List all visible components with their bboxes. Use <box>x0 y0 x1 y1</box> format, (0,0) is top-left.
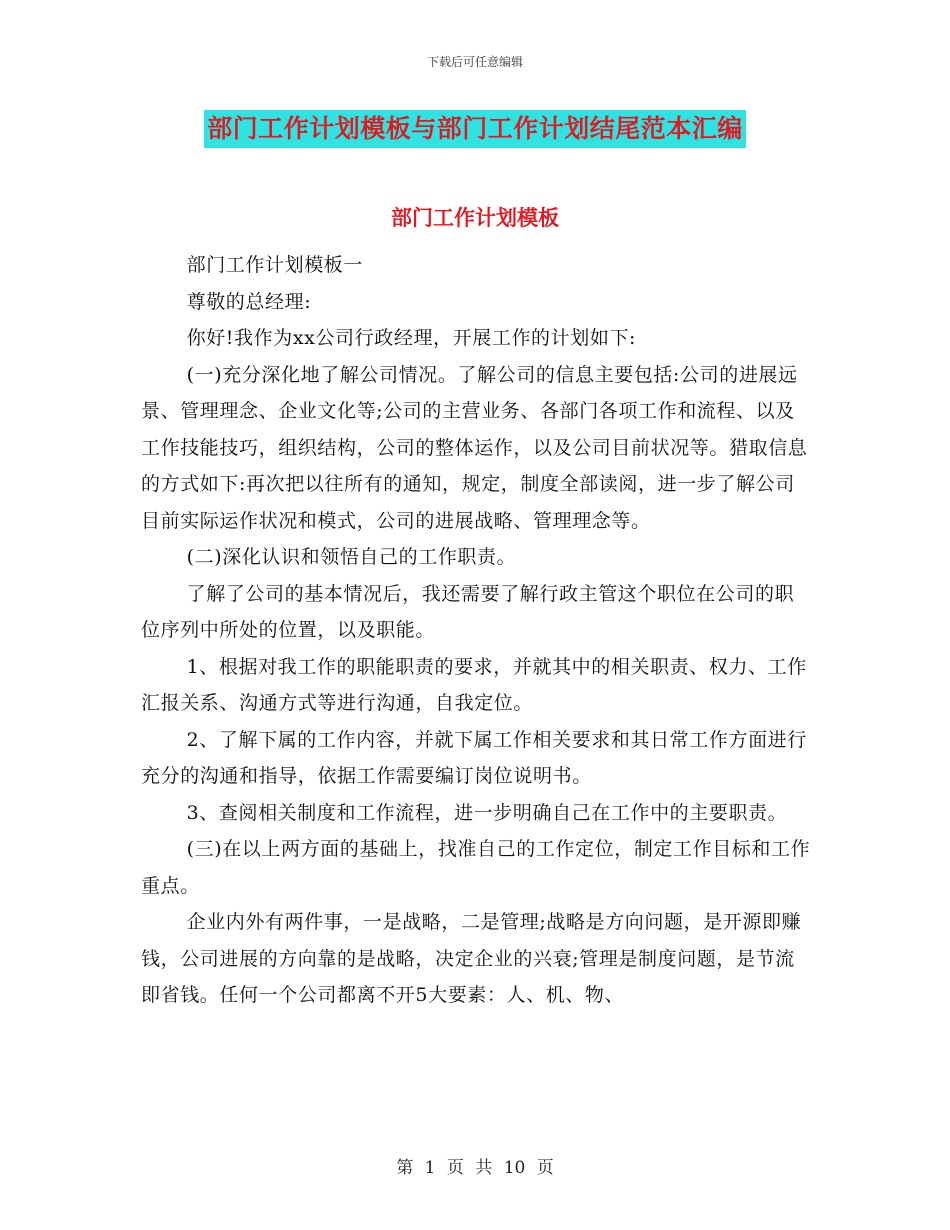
page-footer: 第 1 页 共 10 页 <box>396 1158 554 1178</box>
header-note: 下载后可任意编辑 <box>426 55 523 69</box>
paragraph-item-2-detail: 了解了公司的基本情况后，我还需要了解行政主管这个职位在公司的职位序列中所处的位置，以及职能。 <box>141 582 795 641</box>
paragraph-item-1: (一)充分深化地了解公司情况。了解公司的信息主要包括:公司的进展远景、管理理念、企业文化等;公司的主营业务、各部门各项工作和流程、以及工作技能技巧，组织结构，公司的整体运作，以及公司目前状况等。猎取信息的方式如下:再次把以往所有的通知，规定，制度全部读阅，进一步了解公司目前实际运作状况和模式，公司的进展战略、管理理念等。 <box>141 363 808 532</box>
paragraph-subitem-1: 1、根据对我工作的职能职责的要求，并就其中的相关职责、权力、工作汇报关系、沟通方式等进行沟通，自我定位。 <box>141 655 807 714</box>
document-title-container <box>0 110 950 148</box>
paragraph-plan-heading: 部门工作计划模板一 <box>186 254 363 276</box>
paragraph-greeting: 你好!我作为xx公司行政经理，开展工作的计划如下: <box>186 327 637 349</box>
paragraph-item-2: (二)深化认识和领悟自己的工作职责。 <box>186 546 517 568</box>
paragraph-item-3: (三)在以上两方面的基础上，找准自己的工作定位，制定工作目标和工作重点。 <box>141 838 811 897</box>
paragraph-strategy: 企业内外有两件事，一是战略，二是管理;战略是方向问题，是开源即赚钱，公司进展的方向靠的是战略，决定企业的兴衰;管理是制度问题，是节流即省钱。任何一个公司都离不开5大要素：人、机、物、 <box>141 911 802 1006</box>
paragraph-salutation: 尊敬的总经理: <box>186 290 312 313</box>
document-title: 部门工作计划模板与部门工作计划结尾范本汇编 <box>204 110 746 148</box>
document-body <box>141 247 811 1014</box>
section-title: 部门工作计划模板 <box>391 206 559 230</box>
paragraph-subitem-2: 2、了解下属的工作内容，并就下属工作相关要求和其日常工作方面进行充分的沟通和指导，依据工作需要编订岗位说明书。 <box>141 728 807 787</box>
paragraph-subitem-3: 3、查阅相关制度和工作流程，进一步明确自己在工作中的主要职责。 <box>186 801 788 824</box>
